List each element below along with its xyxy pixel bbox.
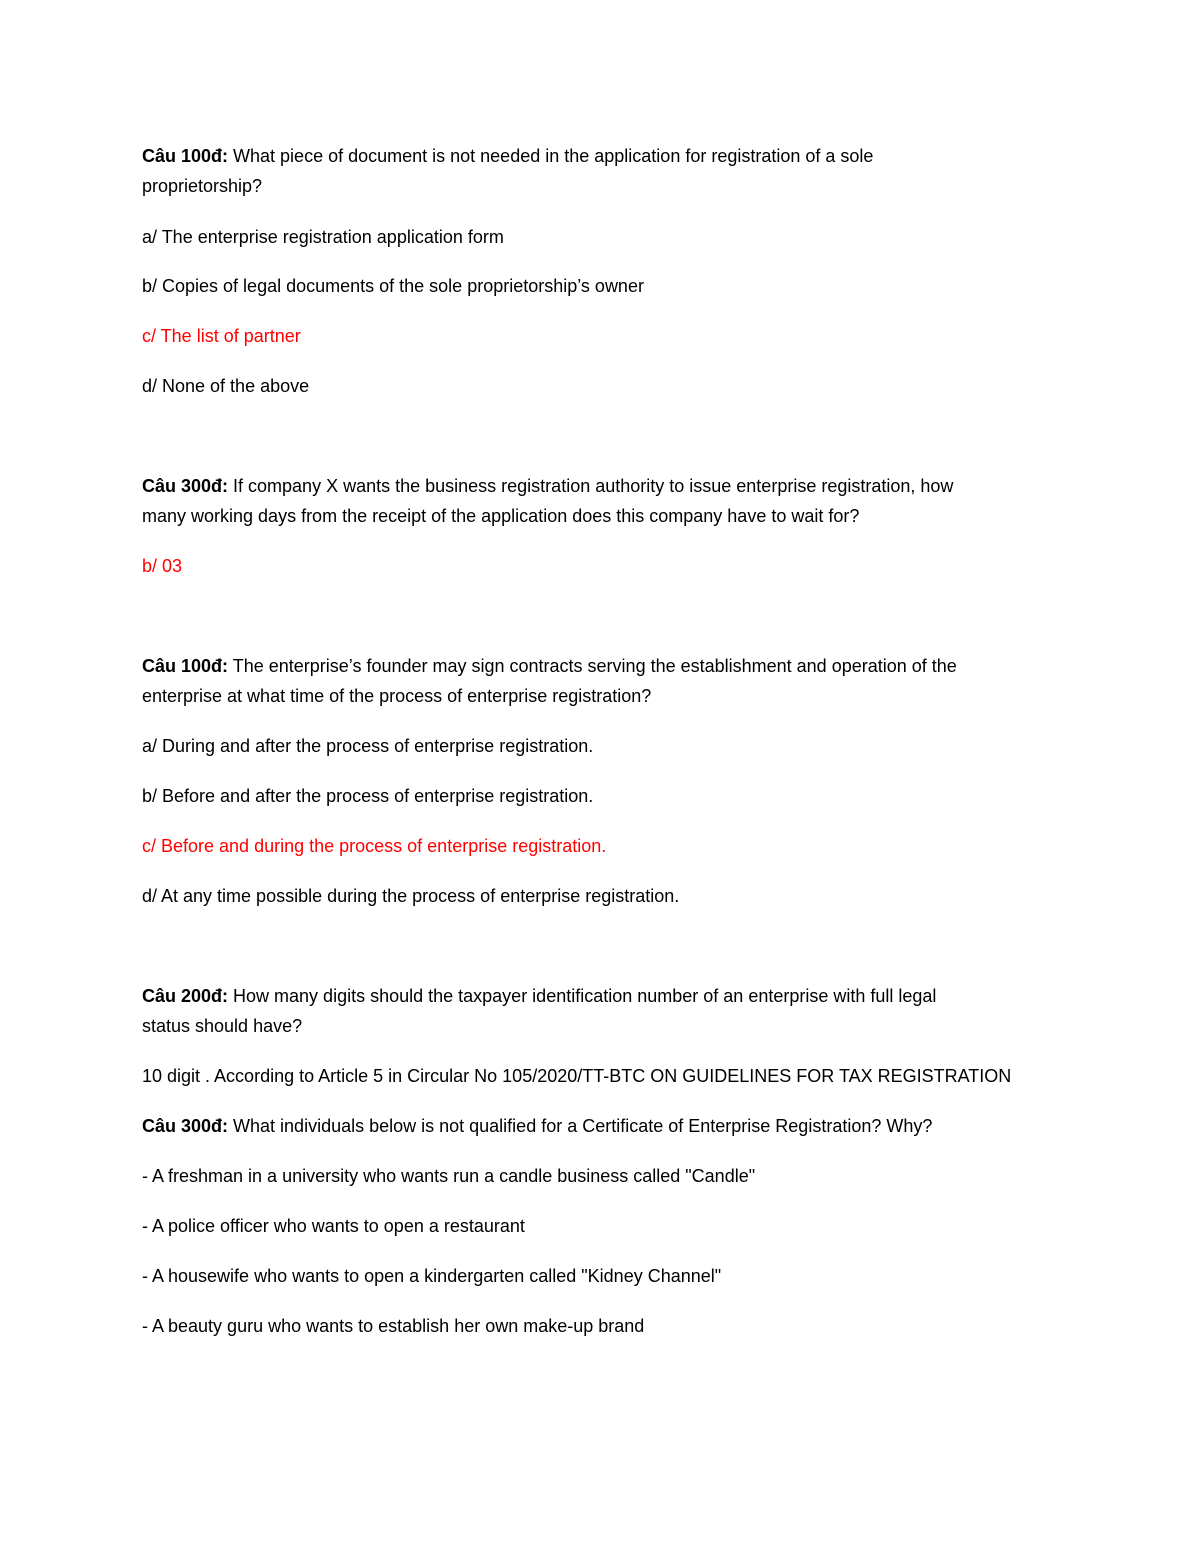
question-5-item-3: - A housewife who wants to open a kindergarten called "Kidney Channel" — [142, 1266, 722, 1286]
question-1-line-2: proprietorship? — [142, 176, 263, 196]
question-2-answer: b/ 03 — [142, 556, 183, 576]
question-3-text: The enterprise’s founder may sign contracts serving the establishment and operation of the — [228, 656, 957, 676]
question-2-text: If company X wants the business registration authority to issue enterprise registration, how — [228, 476, 954, 496]
question-1-label: Câu 100đ: — [142, 146, 229, 166]
question-4-label: Câu 200đ: — [142, 986, 229, 1006]
question-3-option-c-correct: c/ Before and during the process of enterprise registration. — [142, 836, 607, 856]
question-1-option-b: b/ Copies of legal documents of the sole proprietorship’s owner — [142, 276, 644, 296]
question-3-option-a: a/ During and after the process of enterprise registration. — [142, 736, 594, 756]
question-5-item-1: - A freshman in a university who wants run a candle business called "Candle" — [142, 1166, 756, 1186]
question-1-text: What piece of document is not needed in the application for registration of a sole — [228, 146, 874, 166]
question-5-item-4: - A beauty guru who wants to establish her own make-up brand — [142, 1316, 645, 1336]
question-1-line-1 — [142, 141, 1062, 171]
question-4-line-1 — [142, 981, 1062, 1011]
question-3-line-2: enterprise at what time of the process of enterprise registration? — [142, 686, 652, 706]
question-1-option-d: d/ None of the above — [142, 376, 310, 396]
question-2-label: Câu 300đ: — [142, 476, 229, 496]
question-3-label: Câu 100đ: — [142, 656, 229, 676]
question-4-answer: 10 digit . According to Article 5 in Circular No 105/2020/TT-BTC ON GUIDELINES FOR TAX REGISTRATION — [142, 1066, 1012, 1086]
question-4-line-2: status should have? — [142, 1016, 303, 1036]
question-2-line-1 — [142, 471, 1062, 501]
question-1-option-c-correct: c/ The list of partner — [142, 326, 301, 346]
question-1-option-a: a/ The enterprise registration application form — [142, 227, 504, 247]
question-5-label: Câu 300đ: — [142, 1116, 229, 1136]
question-3-option-d: d/ At any time possible during the process of enterprise registration. — [142, 886, 680, 906]
question-5-text: What individuals below is not qualified for a Certificate of Enterprise Registration? Why? — [228, 1116, 933, 1136]
question-5-item-2: - A police officer who wants to open a restaurant — [142, 1216, 525, 1236]
question-3-option-b: b/ Before and after the process of enterprise registration. — [142, 786, 594, 806]
question-3-line-1 — [142, 651, 1062, 681]
question-5-line-1 — [142, 1111, 1062, 1141]
question-4-text: How many digits should the taxpayer identification number of an enterprise with full legal — [228, 986, 937, 1006]
question-2-line-2: many working days from the receipt of the application does this company have to wait for? — [142, 506, 860, 526]
